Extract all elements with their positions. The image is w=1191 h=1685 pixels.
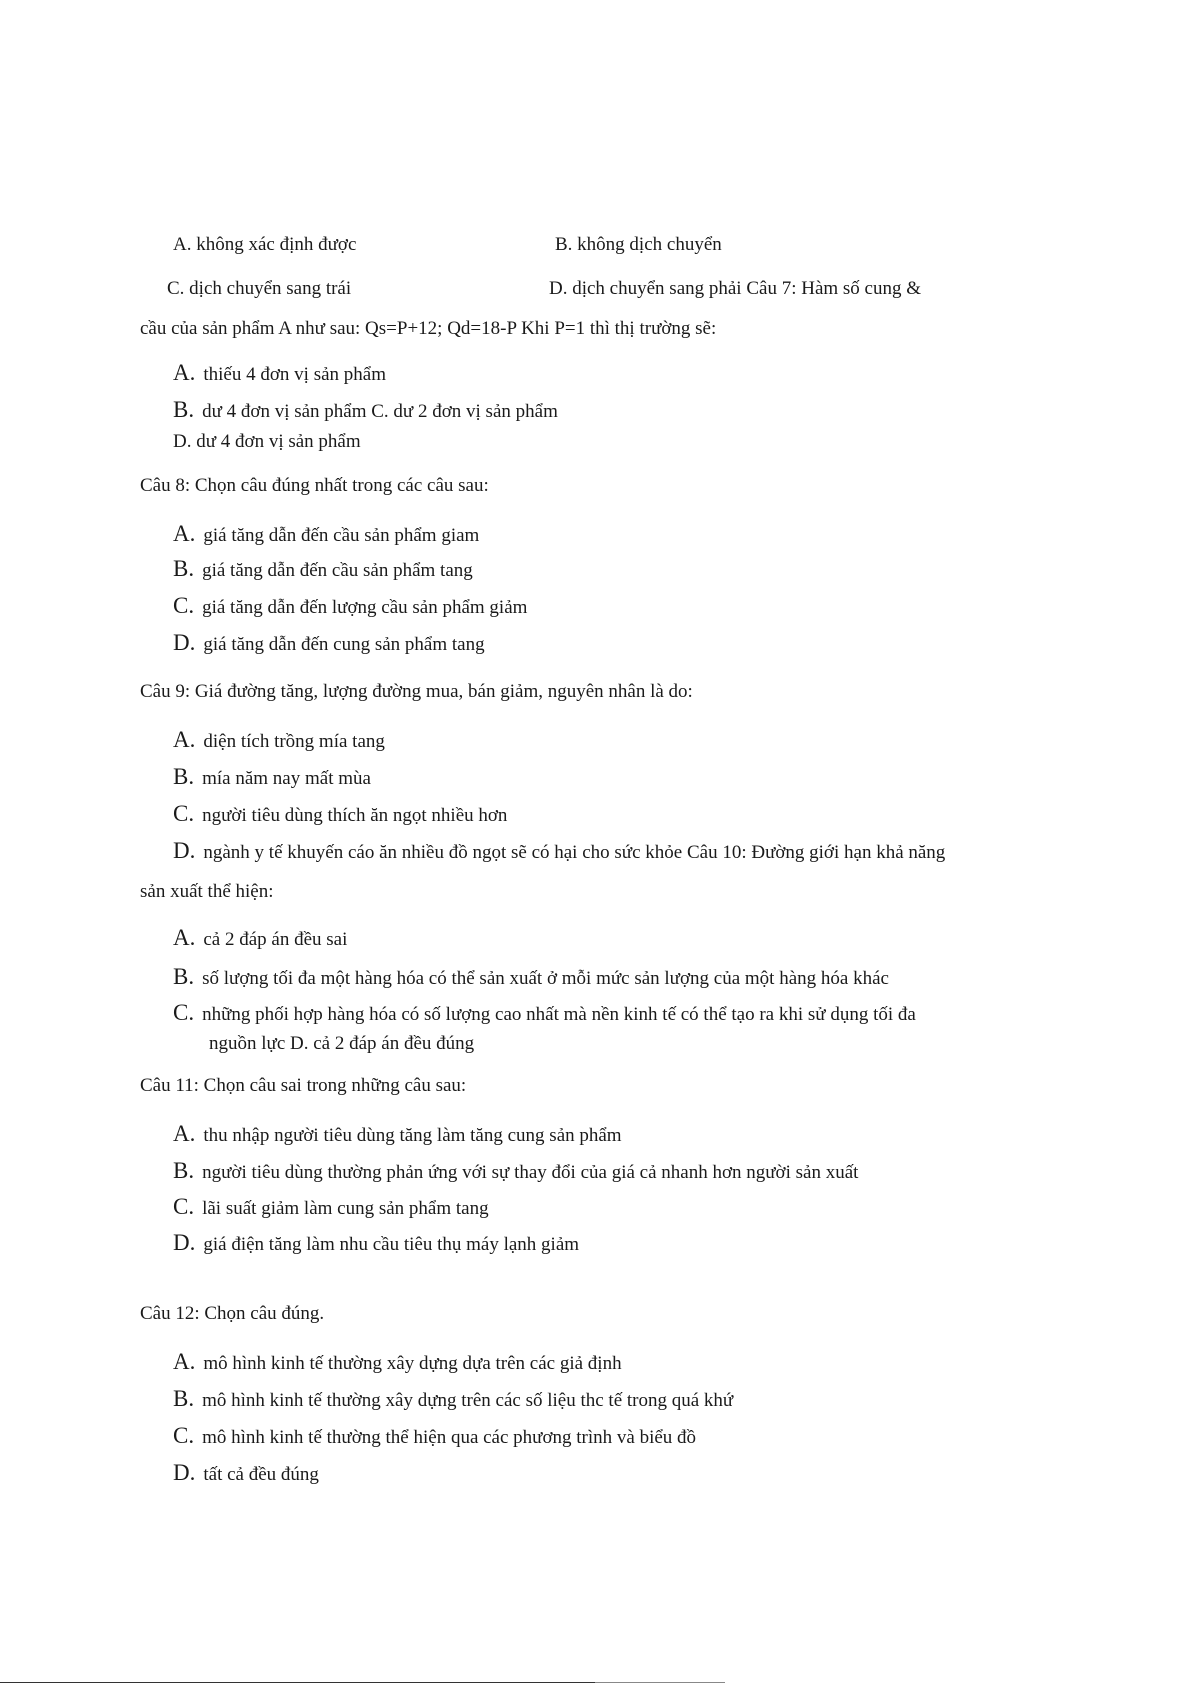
q12-option-c: [173, 1423, 696, 1451]
q11-option-c: [173, 1194, 489, 1222]
option-letter: A.: [173, 521, 196, 546]
q7-option-b: [173, 397, 558, 425]
option-text: diện tích trồng mía tang: [203, 731, 385, 752]
q10-option-b: [173, 964, 889, 992]
option-letter: B.: [173, 397, 195, 422]
option-letter: B.: [173, 964, 195, 989]
option-text: người tiêu dùng thích ăn ngọt nhiều hơn: [202, 805, 508, 826]
footer-rule-left: [0, 1682, 595, 1683]
footer-rule-right: [595, 1682, 725, 1683]
q11-text: Câu 11: Chọn câu sai trong những câu sau:: [140, 1075, 467, 1096]
q12-option-b: [173, 1386, 733, 1414]
option-text: mía năm nay mất mùa: [202, 768, 371, 789]
option-text: mô hình kinh tế thường thể hiện qua các phương trình và biểu đồ: [202, 1427, 697, 1448]
q6-option-d: D. dịch chuyển sang phải Câu 7: Hàm số cung &: [549, 278, 922, 299]
option-text: những phối hợp hàng hóa có số lượng cao nhất mà nền kinh tế có thể tạo ra khi sử dụng tối đa: [202, 1004, 916, 1025]
q11-option-d: [173, 1230, 579, 1258]
option-text: mô hình kinh tế thường xây dựng trên các số liệu thc tế trong quá khứ: [202, 1390, 734, 1411]
q10-option-c-continued: nguồn lực D. cả 2 đáp án đều đúng: [209, 1033, 475, 1054]
option-text: số lượng tối đa một hàng hóa có thể sản xuất ở mỗi mức sản lượng của một hàng hóa khác: [202, 968, 889, 989]
q9-option-a: [173, 727, 385, 755]
q12-option-d: [173, 1460, 319, 1488]
q10-option-a: [173, 925, 347, 953]
option-letter: C.: [173, 1194, 195, 1219]
option-letter: C.: [173, 593, 195, 618]
option-text: thu nhập người tiêu dùng tăng làm tăng cung sản phẩm: [203, 1125, 622, 1146]
q9-text: Câu 9: Giá đường tăng, lượng đường mua, bán giảm, nguyên nhân là do:: [140, 681, 693, 702]
option-letter: C.: [173, 801, 195, 826]
option-letter: B.: [173, 1158, 195, 1183]
q8-option-b: [173, 556, 473, 584]
q12-option-a: [173, 1349, 622, 1377]
option-letter: C.: [173, 1423, 195, 1448]
q6-option-b: B. không dịch chuyển: [555, 234, 722, 255]
option-letter: B.: [173, 764, 195, 789]
option-text: mô hình kinh tế thường xây dựng dựa trên các giả định: [203, 1353, 622, 1374]
q9-option-d: [173, 838, 945, 866]
option-text: người tiêu dùng thường phản ứng với sự thay đổi của giá cả nhanh hơn người sản xuất: [202, 1162, 859, 1183]
option-letter: B.: [173, 1386, 195, 1411]
q10-option-c: [173, 1000, 916, 1028]
option-letter: D.: [173, 1230, 196, 1255]
q7-option-d: D. dư 4 đơn vị sản phẩm: [173, 431, 361, 452]
option-letter: D.: [173, 1460, 196, 1485]
option-letter: A.: [173, 1349, 196, 1374]
option-letter: D.: [173, 630, 196, 655]
q6-option-c: C. dịch chuyển sang trái: [167, 278, 352, 299]
option-letter: D.: [173, 838, 196, 863]
q8-option-a: [173, 521, 479, 549]
option-letter: A.: [173, 727, 196, 752]
option-letter: A.: [173, 360, 196, 385]
q8-option-d: [173, 630, 485, 658]
option-text: giá điện tăng làm nhu cầu tiêu thụ máy lạnh giảm: [203, 1234, 580, 1255]
option-text: giá tăng dẫn đến cầu sản phẩm giam: [203, 525, 480, 546]
option-text: ngành y tế khuyến cáo ăn nhiều đồ ngọt sẽ có hại cho sức khỏe Câu 10: Đường giới hạn khả năng: [203, 842, 946, 863]
q12-text: Câu 12: Chọn câu đúng.: [140, 1303, 325, 1324]
q9-option-b: [173, 764, 371, 792]
option-text: lãi suất giảm làm cung sản phẩm tang: [202, 1198, 489, 1219]
option-text: thiếu 4 đơn vị sản phẩm: [203, 364, 386, 385]
option-text: dư 4 đơn vị sản phẩm C. dư 2 đơn vị sản phẩm: [202, 401, 558, 422]
option-letter: B.: [173, 556, 195, 581]
q8-option-c: [173, 593, 527, 621]
option-letter: A.: [173, 925, 196, 950]
option-text: cả 2 đáp án đều sai: [203, 929, 348, 950]
q11-option-b: [173, 1158, 858, 1186]
option-text: giá tăng dẫn đến lượng cầu sản phẩm giảm: [202, 597, 528, 618]
q6-option-a: A. không xác định được: [173, 234, 357, 255]
q7-text: cầu của sản phẩm A như sau: Qs=P+12; Qd=18-P Khi P=1 thì thị trường sẽ:: [140, 318, 717, 339]
q7-option-a: [173, 360, 386, 388]
q8-text: Câu 8: Chọn câu đúng nhất trong các câu sau:: [140, 475, 489, 496]
q11-option-a: [173, 1121, 622, 1149]
q9-option-c: [173, 801, 507, 829]
q10-text: sản xuất thể hiện:: [140, 881, 274, 902]
option-letter: A.: [173, 1121, 196, 1146]
option-text: giá tăng dẫn đến cung sản phẩm tang: [203, 634, 485, 655]
option-text: tất cả đều đúng: [203, 1464, 319, 1485]
option-text: giá tăng dẫn đến cầu sản phẩm tang: [202, 560, 473, 581]
option-letter: C.: [173, 1000, 195, 1025]
